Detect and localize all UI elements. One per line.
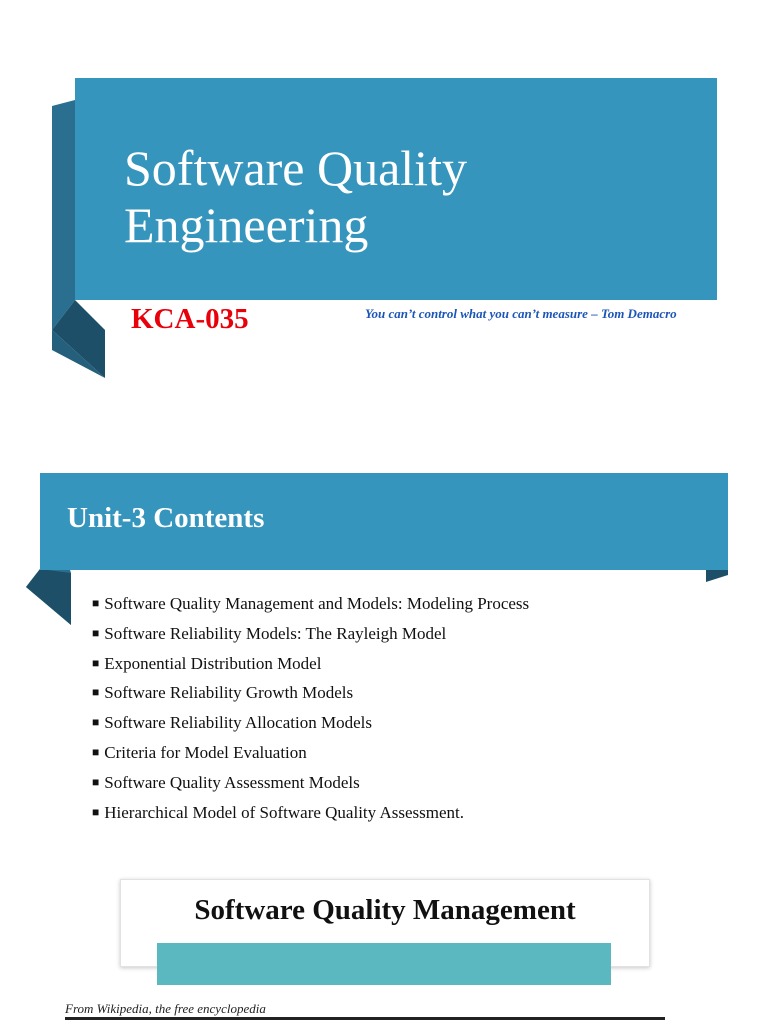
quote: You can’t control what you can’t measure – Tom Demacro [365, 306, 677, 321]
section-accent-bar [157, 943, 611, 985]
source-caption: From Wikipedia, the free encyclopedia [65, 1001, 266, 1016]
list-item: ■ Software Reliability Models: The Rayleigh Model [92, 623, 447, 643]
list-item: ■ Software Reliability Growth Models [92, 683, 354, 703]
bullet-square-icon: ■ [92, 596, 100, 610]
list-item: ■ Criteria for Model Evaluation [92, 742, 307, 762]
bullet-square-icon: ■ [92, 625, 100, 640]
bullet-square-icon: ■ [92, 685, 100, 700]
list-item: ■ Software Reliability Allocation Models [92, 713, 372, 733]
course-code: KCA-035 [131, 303, 249, 335]
cut-off-text-line [65, 1017, 685, 1024]
list-item: ■ Software Quality Assessment Models [92, 772, 360, 792]
bullet-square-icon: ■ [92, 655, 100, 670]
list-item: ■ Exponential Distribution Model [92, 653, 322, 673]
bullet-square-icon: ■ [92, 744, 100, 759]
bullet-square-icon: ■ [92, 715, 100, 730]
contents-list [92, 590, 529, 828]
slide-title-line-1: Software Quality [124, 140, 467, 196]
section-title: Software Quality Management [194, 894, 576, 926]
slide-title [124, 140, 684, 254]
slide-title-line-2: Engineering [124, 197, 369, 253]
contents-title: Unit-3 Contents [67, 502, 265, 534]
list-item: ■ Hierarchical Model of Software Quality Assessment. [92, 802, 464, 822]
list-item: ■ Software Quality Management and Models: Modeling Process [92, 594, 530, 613]
bullet-square-icon: ■ [92, 804, 100, 819]
bullet-square-icon: ■ [92, 774, 100, 789]
